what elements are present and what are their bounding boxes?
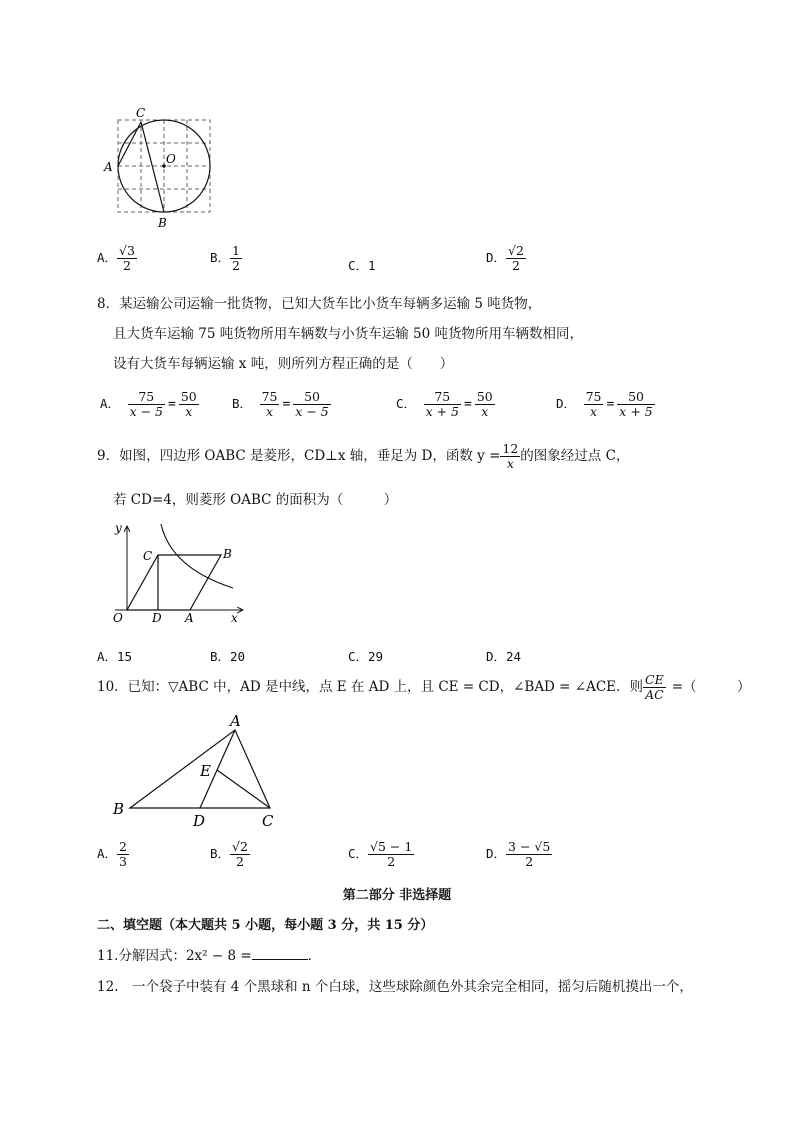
q9-option-a: A．15 [97,649,133,664]
q10-label-d: D [193,812,206,830]
q10-triangle-figure [108,710,288,832]
q7-option-d: D． $\frac{√2}{2}$ [486,243,524,273]
q7-option-b: B． $\frac{1}{2}$ [210,243,240,273]
q8-option-a: A． $\frac{75}{x - 5}$ = $\frac{50}{x}$ [100,389,197,419]
q9-label-b: B [223,547,232,561]
q9-label-d: D [152,611,162,625]
q7-label-a: A [104,160,113,174]
q9-option-b: B．20 [210,649,246,664]
q7-label-b: B [158,216,167,230]
q10-option-d: D． $\frac{3 - √5}{2}$ [486,839,551,869]
q11-line: 11.分解因式：2x² − 8 = ． [97,948,322,964]
q8-line-2: 且大货车运输 75 吨货物所用车辆数与小货车运输 50 吨货物所用车辆数相同， [113,326,584,342]
q9-rhombus-figure [105,518,250,626]
q11-answer-blank [252,947,308,960]
q7-option-a: A． $\frac{√3}{2}$ [97,243,135,273]
q9-option-c: C．29 [348,649,384,664]
q7-option-c: C．1 [348,258,376,273]
section2-title: 二、填空题（本大题共 5 小题，每小题 3 分，共 15 分） [97,918,434,933]
q9-line-1: 9．如图，四边形 OABC 是菱形，CD⊥x 轴，垂足为 D，函数 y = $\frac{12}{x}$ 的图象经过点 C， [97,441,630,471]
q7-label-o: O [166,152,176,166]
q10-label-b: B [113,800,125,818]
q8-option-c: C． $\frac{75}{x + 5}$ = $\frac{50}{x}$ [396,389,493,419]
q10-option-a: A． $\frac{2}{3}$ [97,839,127,869]
part2-title: 第二部分 非选择题 [342,888,452,903]
q8-option-d: D． $\frac{75}{x}$ = $\frac{50}{x + 5}$ [556,389,653,419]
q9-line-2: 若 CD=4，则菱形 OABC 的面积为（ ） [113,492,398,508]
q9-label-c: C [143,549,153,563]
q10-option-c: C． $\frac{√5 - 1}{2}$ [348,839,413,869]
q8-line-1: 8．某运输公司运输一批货物，已知大货车比小货车每辆多运输 5 吨货物， [97,296,542,312]
q10-option-b: B． $\frac{√2}{2}$ [210,839,248,869]
q8-line-3: 设有大货车每辆运输 x 吨，则所列方程正确的是（ ） [113,356,454,372]
q9-label-x: x [231,611,238,625]
q9-label-y: y [115,521,122,535]
q10-label-a: A [230,712,241,730]
q7-circle-figure [100,104,220,230]
q10-label-c: C [262,812,274,830]
q9-label-a: A [185,611,194,625]
q7-label-c: C [136,106,146,120]
q12-line: 12. 一个袋子中装有 4 个黑球和 n 个白球，这些球除颜色外其余完全相同，摇匀后随机摸出一个， [97,979,693,995]
q8-option-b: B． $\frac{75}{x}$ = $\frac{50}{x - 5}$ [232,389,329,419]
q10-label-e: E [200,762,211,780]
q9-label-o: O [113,611,123,625]
q9-option-d: D．24 [486,649,522,664]
q10-line: 10．已知：▽ABC 中，AD 是中线，点 E 在 AD 上，且 CE = CD，∠BAD = ∠ACE．则 $\frac{CE}{AC}$ =（ ） [97,672,751,702]
